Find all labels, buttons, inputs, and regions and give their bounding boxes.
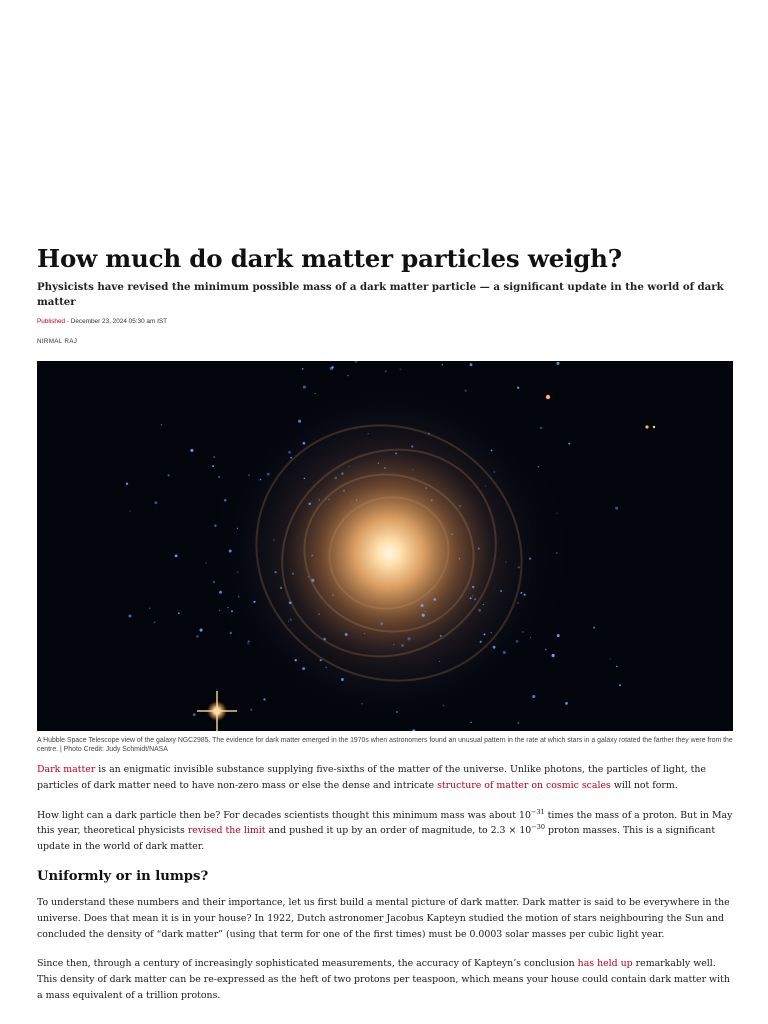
published-date: - December 23, 2024 05:30 am IST: [65, 318, 168, 325]
author-name[interactable]: NIRMAL RAJ: [37, 338, 78, 345]
article: [37, 242, 733, 1018]
link-has-held-up[interactable]: has held up: [577, 958, 633, 970]
image-caption: A Hubble Space Telescope view of the galaxy NGC2985. The evidence for dark matter emerged in the 1970s when astronomers found an unusual pattern in the rate at which stars in a galaxy rotated the farther they were from the centre. | Photo Credit: Judy Schmidt/NASA: [37, 737, 733, 753]
paragraph-text: Since then, through a century of increasingly sophisticated measurements, the accuracy of Kapteyn’s conclusion: [37, 958, 578, 970]
link-dark-matter[interactable]: Dark matter: [37, 764, 96, 775]
paragraph-text: remarkably well. This density of dark matter can be re-expressed as the heft of two protons per teaspoon, which means your house could contain dark matter with a mass equivalent of a trillion protons.: [37, 958, 730, 1001]
article-body: [37, 762, 733, 1004]
hero-image: [37, 361, 733, 731]
section-heading: Uniformly or in lumps?: [37, 868, 209, 884]
link-structure-of-matter[interactable]: structure of matter on cosmic scales: [437, 779, 611, 791]
paragraph-text: times the mass of a proton. But in May this year, theoretical physicists: [37, 809, 733, 837]
paragraph-text: is an enigmatic invisible substance supplying five-sixths of the matter of the universe. Unlike photons, the particles of light, the particles of dark matter need to have non-zero mass or else the dense and intricate: [37, 764, 706, 791]
link-revised-the-limit[interactable]: revised the limit: [187, 825, 266, 837]
paragraph-3: To understand these numbers and their importance, let us first build a mental picture of dark matter. Dark matter is said to be everywhere in the universe. Does that mean it is in your house? In 1922, Dutch astronomer Jacobus Kapteyn studied the motion of stars neighbouring the Sun and concluded the density of “dark matter” (using that term for one of the first times) must be 0.0003 solar masses per cubic light year.: [37, 896, 730, 940]
exponent: −30: [531, 823, 545, 832]
paragraph-2: [37, 808, 733, 855]
publish-info: [37, 317, 733, 326]
article-deck: Physicists have revised the minimum possible mass of a dark matter particle — a significant update in the world of dark matter: [37, 281, 724, 308]
article-headline: How much do dark matter particles weigh?: [37, 244, 622, 273]
galaxy-photo-icon: [37, 361, 733, 731]
exponent: −31: [530, 807, 545, 816]
paragraph-1: [37, 762, 733, 794]
paragraph-text: proton masses. This is a significant update in the world of dark matter.: [37, 825, 716, 853]
paragraph-4: [37, 956, 733, 1003]
paragraph-text: will not form.: [610, 779, 678, 791]
paragraph-text: and pushed it up by an order of magnitude, to 2.3 × 10: [265, 825, 532, 837]
paragraph-text: How light can a dark particle then be? For decades scientists thought this minimum mass was about 10: [37, 809, 531, 821]
published-label: Published: [37, 318, 66, 325]
